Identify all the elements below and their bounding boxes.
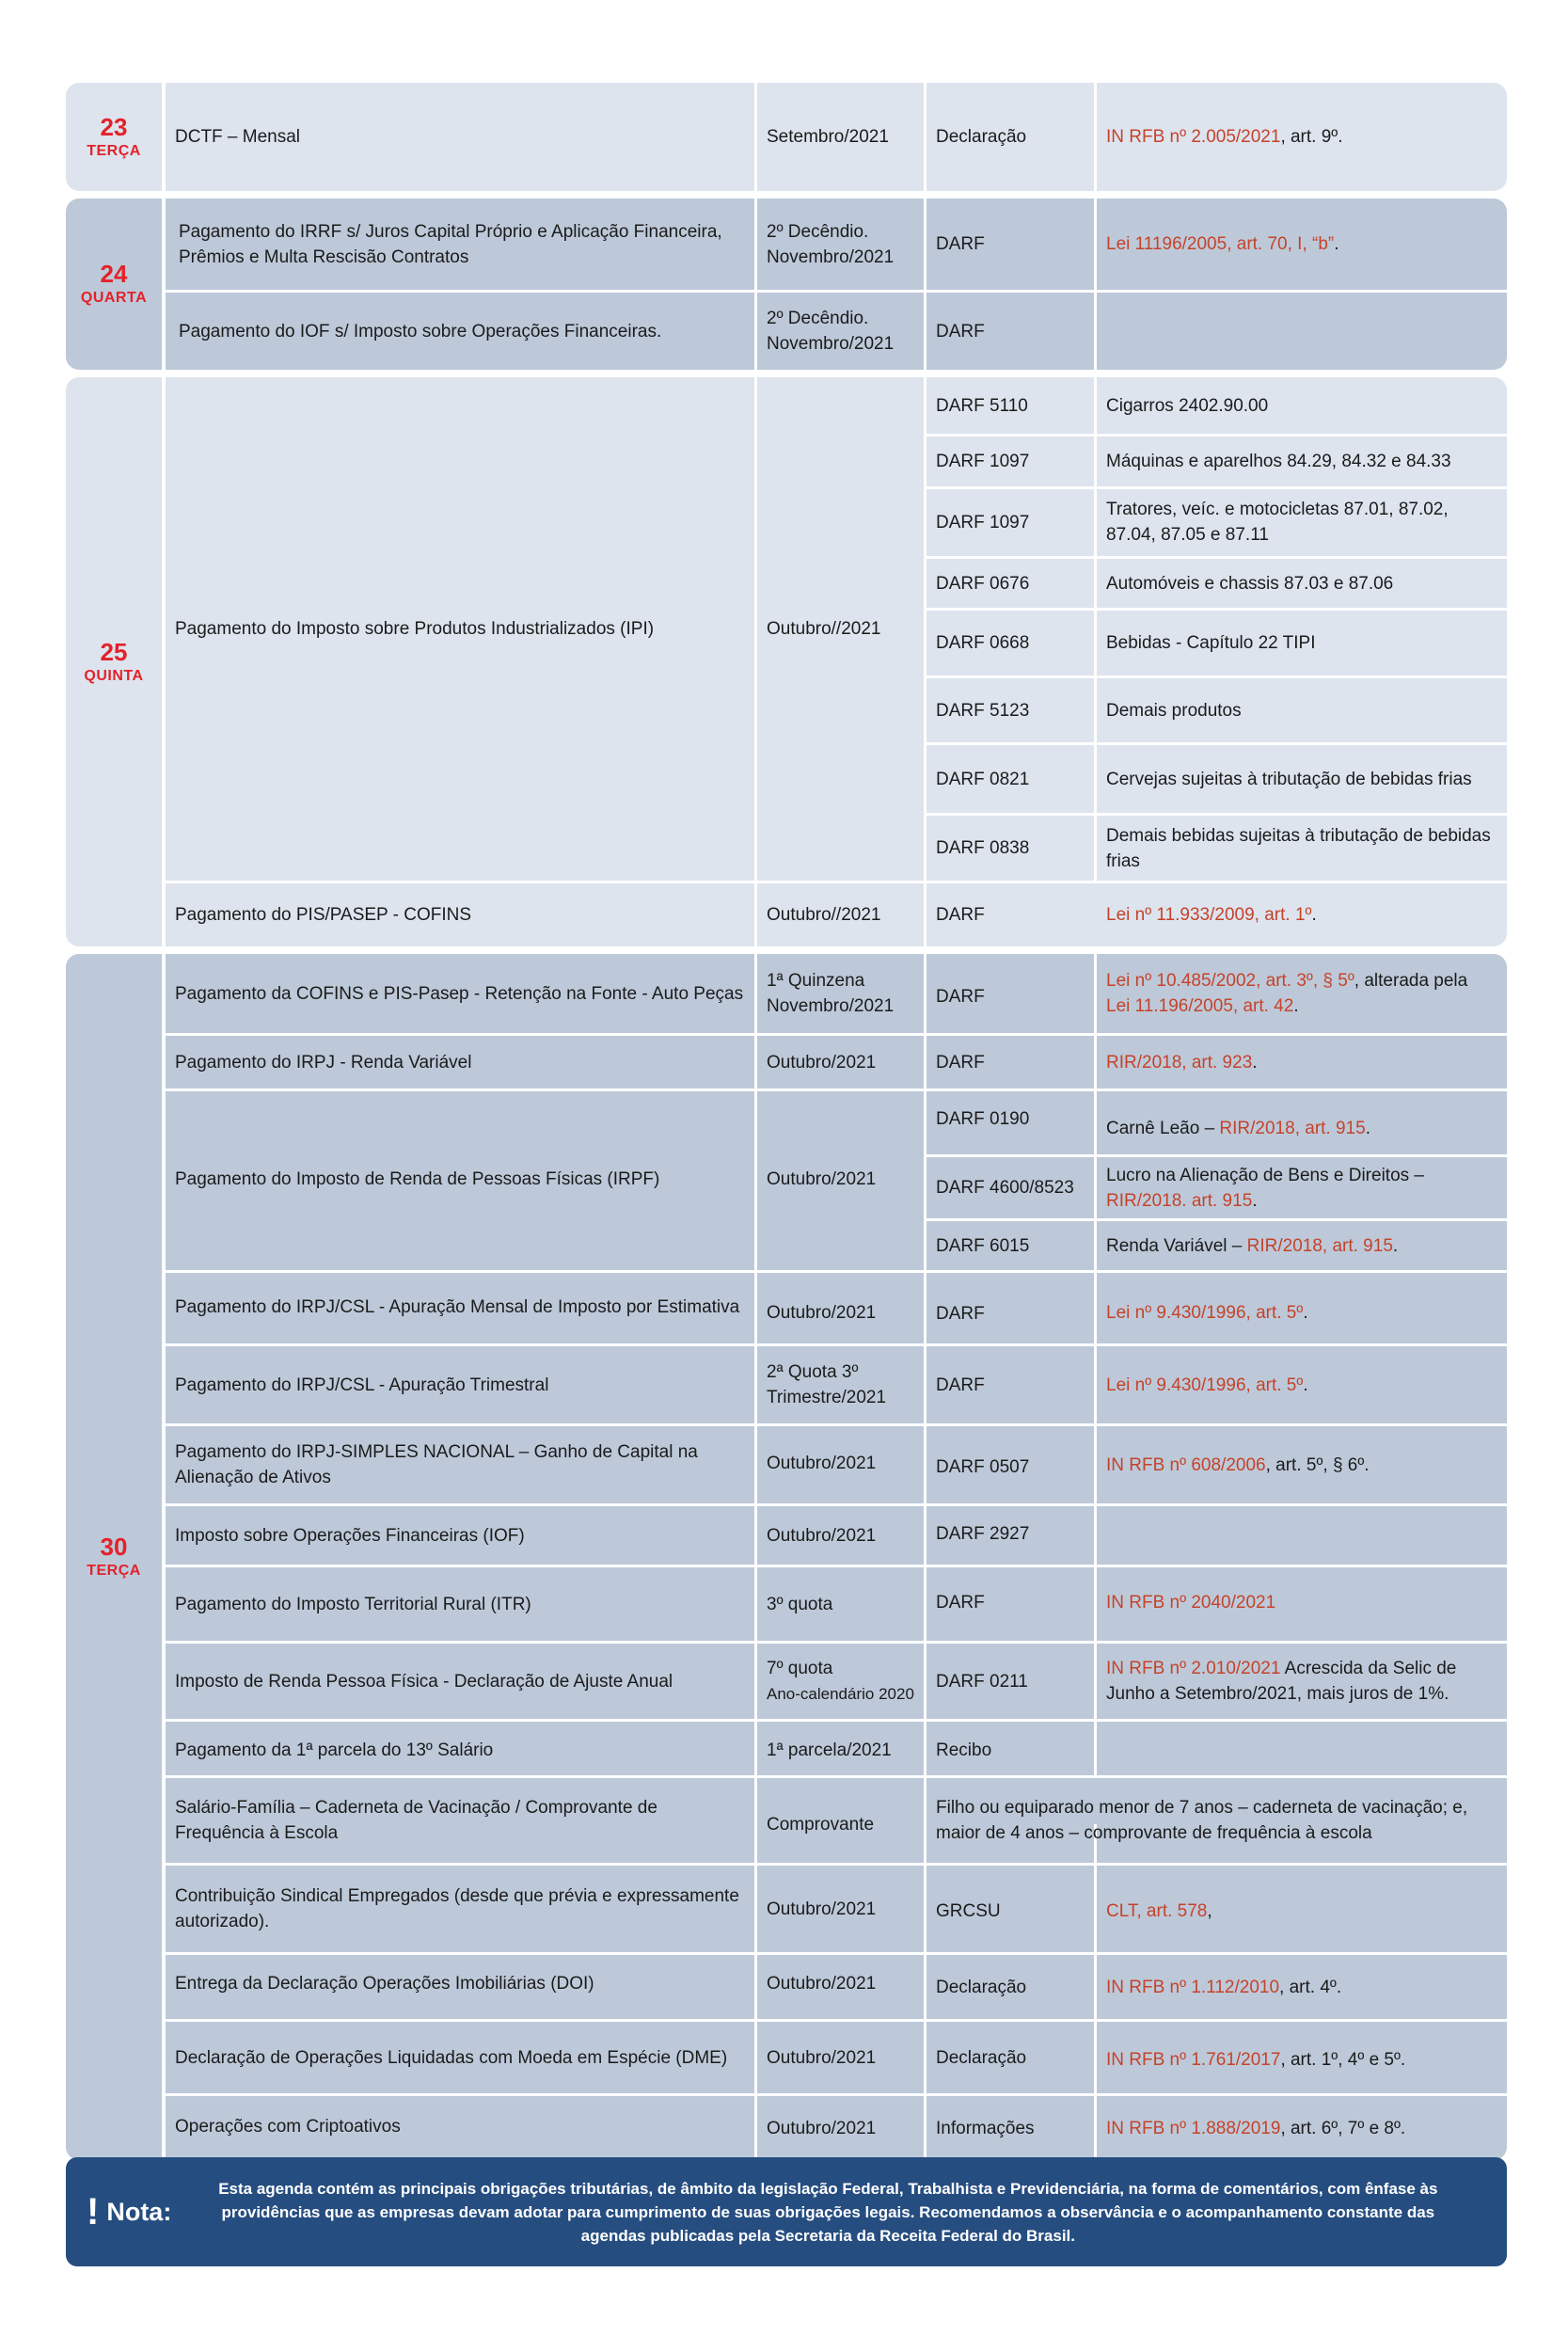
day-weekday: TERÇA	[87, 1563, 141, 1579]
obligation-description: Contribuição Sindical Empregados (desde que prévia e expressamente autorizado).	[175, 1886, 739, 1931]
product-category: Demais bebidas sujeitas à tributação de bebidas frias	[1106, 825, 1491, 871]
period: 2º Decêndio. Novembro/2021	[767, 309, 895, 354]
note-text: Esta agenda contém as principais obrigações tributárias, de âmbito da legislação Federal, Trabalhista e Previdenciária, na forma de comentários, com ênfase às providências que as empresas devam adotar para cumprimento de suas obrigações legais. Recomendamos a observância e o acompanhamento constante das agendas publicadas pela Secretaria da Receita Federal do Brasil.	[218, 2179, 1438, 2245]
product-category: Tratores, veíc. e motocicletas 87.01, 87.02, 87.04, 87.05 e 87.11	[1106, 500, 1449, 545]
day-weekday: QUINTA	[84, 667, 144, 684]
period: Outubro/2021	[767, 1052, 877, 1073]
day-label	[66, 377, 162, 946]
note-box	[66, 2157, 1507, 2266]
obligation-description: Imposto de Renda Pessoa Física - Declaração de Ajuste Anual	[175, 1671, 673, 1692]
day-number: 25	[100, 637, 128, 666]
period: 2ª Quota 3º Trimestre/2021	[767, 1362, 887, 1407]
darf-code: DARF 0838	[936, 838, 1030, 858]
period: Outubro/2021	[767, 1169, 877, 1189]
table-row	[66, 199, 1507, 290]
obligation-description: Salário-Família – Caderneta de Vacinação / Comprovante de Frequência à Escola	[175, 1798, 657, 1843]
document-type: Declaração	[936, 1977, 1027, 1997]
tax-agenda-table	[66, 83, 1507, 2168]
legal-reference: Lucro na Alienação de Bens e Direitos – RIR/2018. art. 915.	[1106, 1165, 1424, 1211]
document-type: DARF 0507	[936, 1456, 1030, 1477]
legal-reference: IN RFB nº 1.112/2010, art. 4º.	[1106, 1977, 1342, 1997]
period: Setembro/2021	[767, 127, 889, 147]
day-block-25	[66, 377, 1507, 946]
document-type: GRCSU	[936, 1900, 1001, 1921]
document-type: DARF	[936, 905, 985, 925]
darf-code: DARF 0190	[936, 1108, 1030, 1129]
day-block-23	[66, 83, 1507, 191]
document-type: DARF	[936, 1375, 985, 1395]
day-label	[66, 954, 162, 2160]
document-type: DARF 0211	[936, 1671, 1028, 1692]
day-block-30	[66, 954, 1507, 2160]
day-weekday: QUARTA	[80, 290, 148, 306]
obligation-description: Pagamento do Imposto de Renda de Pessoas Físicas (IRPF)	[175, 1169, 660, 1189]
legal-reference: IN RFB nº 1.761/2017, art. 1º, 4º e 5º.	[1106, 2049, 1406, 2070]
document-type: DARF	[936, 1592, 985, 1613]
legal-reference: Lei nº 9.430/1996, art. 5º.	[1106, 1375, 1308, 1395]
day-weekday: TERÇA	[87, 142, 141, 159]
day-block-24	[66, 199, 1507, 370]
legal-reference: IN RFB nº 1.888/2019, art. 6º, 7º e 8º.	[1106, 2118, 1406, 2138]
legal-reference: IN RFB nº 2.010/2021 Acrescida da Selic de Junho a Setembro/2021, mais juros de 1%.	[1106, 1659, 1457, 1704]
obligation-description: Pagamento do IRRF s/ Juros Capital Próprio e Aplicação Financeira, Prêmios e Multa Rescisão Contratos	[179, 221, 722, 267]
obligation-description: Pagamento do Imposto Territorial Rural (ITR)	[175, 1594, 531, 1614]
obligation-description: Entrega da Declaração Operações Imobiliárias (DOI)	[175, 1973, 594, 1994]
table-row	[66, 883, 1507, 946]
darf-code: DARF 4600/8523	[936, 1178, 1074, 1198]
product-category: Cervejas sujeitas à tributação de bebidas frias	[1106, 769, 1472, 789]
period: Outubro/2021	[767, 1973, 877, 1994]
day-number: 23	[100, 112, 128, 141]
legal-reference: Lei nº 9.430/1996, art. 5º.	[1106, 1302, 1308, 1323]
obligation-description: Pagamento da COFINS e PIS-Pasep - Retenção na Fonte - Auto Peças	[175, 983, 744, 1004]
product-category: Demais produtos	[1106, 700, 1242, 721]
darf-code: DARF 1097	[936, 452, 1030, 471]
document-type: Declaração	[936, 127, 1027, 147]
period: 1ª Quinzena Novembro/2021	[767, 971, 895, 1016]
product-category: Automóveis e chassis 87.03 e 87.06	[1106, 573, 1394, 594]
document-type: DARF 2927	[936, 1523, 1030, 1544]
legal-reference: IN RFB nº 2.005/2021, art. 9º.	[1106, 127, 1343, 147]
period: Outubro/2021	[767, 1899, 877, 1919]
product-category: Cigarros 2402.90.00	[1106, 395, 1269, 416]
period: 1ª parcela/2021	[767, 1740, 892, 1760]
legal-reference: IN RFB nº 608/2006, art. 5º, § 6º.	[1106, 1454, 1370, 1475]
obligation-description: Declaração de Operações Liquidadas com Moeda em Espécie (DME)	[175, 2047, 728, 2068]
document-type: Informações	[936, 2118, 1035, 2138]
legal-reference: IN RFB nº 2040/2021	[1106, 1592, 1276, 1613]
legal-reference: RIR/2018, art. 923.	[1106, 1052, 1258, 1073]
obligation-description: Pagamento do IOF s/ Imposto sobre Operações Financeiras.	[179, 321, 662, 342]
document-type: DARF	[936, 321, 985, 342]
darf-code: DARF 0668	[936, 632, 1030, 653]
table-row	[66, 293, 1507, 370]
document-type: DARF	[936, 1052, 985, 1073]
requirement-details: Filho ou equiparado menor de 7 anos – caderneta de vacinação; e, maior de 4 anos – comprovante de frequência à escola	[936, 1798, 1468, 1843]
period: 3º quota	[767, 1594, 833, 1614]
product-category: Máquinas e aparelhos 84.29, 84.32 e 84.33	[1106, 452, 1451, 471]
document-type: DARF	[936, 986, 985, 1007]
period: 7º quota Ano-calendário 2020	[767, 1659, 914, 1703]
period: Outubro/2021	[767, 1302, 877, 1323]
period: Outubro/2021	[767, 2118, 877, 2138]
day-number: 30	[100, 1533, 128, 1561]
legal-reference: Lei nº 11.933/2009, art. 1º.	[1106, 905, 1317, 925]
period: Outubro/2021	[767, 1525, 877, 1546]
period: Outubro/2021	[767, 2047, 877, 2068]
obligation-description: Pagamento do IRPJ/CSL - Apuração Mensal de Imposto por Estimativa	[175, 1296, 740, 1317]
period: Outubro/2021	[767, 1453, 877, 1473]
document-type: DARF	[936, 1303, 985, 1324]
legal-reference: Lei 11196/2005, art. 70, I, “b”.	[1106, 234, 1339, 254]
document-type: Declaração	[936, 2047, 1027, 2068]
obligation-description: Pagamento do Imposto sobre Produtos Industrializados (IPI)	[175, 619, 655, 639]
darf-code: DARF 0676	[936, 573, 1030, 594]
obligation-description: Pagamento do IRPJ/CSL - Apuração Trimestral	[175, 1375, 549, 1395]
note-label: Nota:	[106, 2197, 172, 2226]
legal-reference: Carnê Leão – RIR/2018, art. 915.	[1106, 1118, 1370, 1138]
legal-reference: Renda Variável – RIR/2018, art. 915.	[1106, 1235, 1399, 1256]
day-number: 24	[100, 260, 128, 288]
darf-code: DARF 5110	[936, 395, 1028, 416]
document-type: DARF	[936, 234, 985, 254]
darf-code: DARF 0821	[936, 769, 1030, 789]
legal-reference: CLT, art. 578,	[1106, 1900, 1212, 1921]
obligation-description: DCTF – Mensal	[175, 127, 301, 147]
document-type: Recibo	[936, 1740, 992, 1760]
table-row	[66, 83, 1507, 191]
legal-reference: Lei nº 10.485/2002, art. 3º, § 5º, alterada pela Lei 11.196/2005, art. 42.	[1106, 971, 1468, 1016]
period: Comprovante	[767, 1814, 875, 1835]
obligation-description: Operações com Criptoativos	[175, 2116, 401, 2137]
period: Outubro//2021	[767, 905, 881, 925]
exclamation-icon: !	[87, 2191, 100, 2233]
obligation-description: Pagamento da 1ª parcela do 13º Salário	[175, 1740, 494, 1760]
obligation-description: Pagamento do IRPJ - Renda Variável	[175, 1052, 472, 1073]
period: 2º Decêndio. Novembro/2021	[767, 221, 895, 267]
period: Outubro//2021	[767, 619, 881, 639]
obligation-description: Imposto sobre Operações Financeiras (IOF)	[175, 1525, 525, 1546]
obligation-description: Pagamento do IRPJ-SIMPLES NACIONAL – Ganho de Capital na Alienação de Ativos	[175, 1442, 698, 1487]
product-category: Bebidas - Capítulo 22 TIPI	[1106, 632, 1316, 653]
darf-code: DARF 6015	[936, 1235, 1030, 1256]
darf-code: DARF 5123	[936, 700, 1030, 721]
darf-code: DARF 1097	[936, 512, 1030, 532]
obligation-description: Pagamento do PIS/PASEP - COFINS	[175, 905, 472, 925]
